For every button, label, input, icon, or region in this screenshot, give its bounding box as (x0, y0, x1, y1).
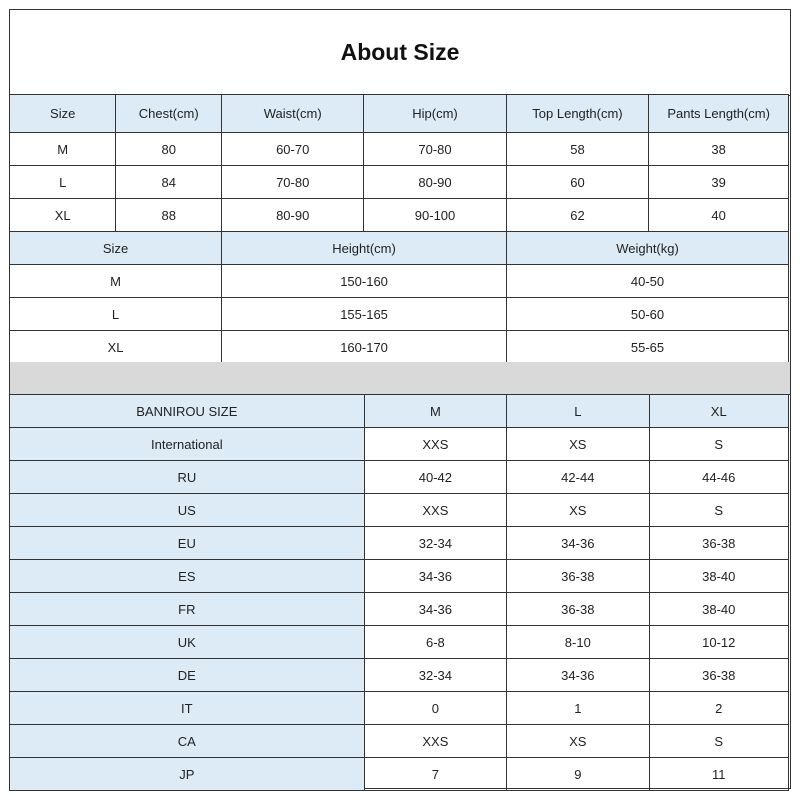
table-row (10, 560, 789, 593)
conversion-cell: 2 (649, 692, 788, 725)
fit-header-row (10, 232, 789, 265)
measurement-cell: 58 (506, 133, 649, 166)
measurement-cell: 70-80 (222, 166, 364, 199)
fit-header-cell: Weight(kg) (507, 232, 789, 265)
conversion-cell: 36-38 (649, 659, 788, 692)
table-row (10, 265, 789, 298)
page-title: About Size (10, 10, 790, 96)
conversion-cell: 38-40 (649, 593, 788, 626)
measurement-header-cell: Hip(cm) (364, 95, 506, 133)
conversion-row-label: EU (10, 527, 365, 560)
table-row (10, 527, 789, 560)
section-divider (10, 362, 790, 395)
conversion-row-label: IT (10, 692, 365, 725)
measurement-cell: 38 (649, 133, 789, 166)
conversion-row-label: RU (10, 461, 365, 494)
conversion-header-cell: XL (649, 395, 788, 428)
fit-cell: 40-50 (507, 265, 789, 298)
measurement-cell: 80-90 (222, 199, 364, 232)
table-row (10, 659, 789, 692)
table-row (10, 133, 789, 166)
measurement-cell: 80 (116, 133, 222, 166)
fit-cell: 160-170 (222, 331, 507, 364)
table-row (10, 199, 789, 232)
conversion-cell: 0 (364, 692, 506, 725)
measurement-row-label: XL (10, 199, 116, 232)
measurement-header-cell: Size (10, 95, 116, 133)
measurement-cell: 62 (506, 199, 649, 232)
conversion-cell: 8-10 (507, 626, 649, 659)
measurement-cell: 39 (649, 166, 789, 199)
fit-cell: 155-165 (222, 298, 507, 331)
conversion-header-row (10, 395, 789, 428)
measurement-header-cell: Top Length(cm) (506, 95, 649, 133)
conversion-row-label: International (10, 428, 365, 461)
conversion-cell: 34-36 (364, 593, 506, 626)
table-row (10, 461, 789, 494)
conversion-row-label: US (10, 494, 365, 527)
fit-row-label: L (10, 298, 222, 331)
measurement-row-label: M (10, 133, 116, 166)
table-row (10, 692, 789, 725)
conversion-cell: 42-44 (507, 461, 649, 494)
conversion-cell: 9 (507, 758, 649, 791)
conversion-cell: 32-34 (364, 659, 506, 692)
conversion-header-cell: L (507, 395, 649, 428)
conversion-header-cell: BANNIROU SIZE (10, 395, 365, 428)
conversion-row-label: FR (10, 593, 365, 626)
conversion-cell: 10-12 (649, 626, 788, 659)
table-row (10, 758, 789, 791)
measurement-row-label: L (10, 166, 116, 199)
conversion-table (9, 394, 789, 791)
conversion-cell: 6-8 (364, 626, 506, 659)
measurement-cell: 60-70 (222, 133, 364, 166)
conversion-cell: 36-38 (507, 560, 649, 593)
table-row (10, 331, 789, 364)
conversion-row-label: UK (10, 626, 365, 659)
conversion-row-label: CA (10, 725, 365, 758)
table-row (10, 428, 789, 461)
fit-header-cell: Size (10, 232, 222, 265)
conversion-header-cell: M (364, 395, 506, 428)
conversion-row-label: JP (10, 758, 365, 791)
fit-cell: 50-60 (507, 298, 789, 331)
measurement-cell: 88 (116, 199, 222, 232)
measurement-header-row (10, 95, 789, 133)
conversion-cell: XXS (364, 725, 506, 758)
measurement-header-cell: Waist(cm) (222, 95, 364, 133)
conversion-cell: S (649, 725, 788, 758)
conversion-row-label: ES (10, 560, 365, 593)
conversion-cell: 40-42 (364, 461, 506, 494)
conversion-cell: 34-36 (507, 659, 649, 692)
conversion-cell: XS (507, 725, 649, 758)
conversion-cell: XS (507, 494, 649, 527)
conversion-cell: 1 (507, 692, 649, 725)
measurement-cell: 60 (506, 166, 649, 199)
fit-row-label: XL (10, 331, 222, 364)
conversion-cell: 34-36 (507, 527, 649, 560)
table-row (10, 626, 789, 659)
conversion-cell: 36-38 (507, 593, 649, 626)
table-row (10, 166, 789, 199)
conversion-cell: 34-36 (364, 560, 506, 593)
measurement-cell: 90-100 (364, 199, 506, 232)
fit-cell: 150-160 (222, 265, 507, 298)
conversion-cell: S (649, 494, 788, 527)
conversion-cell: S (649, 428, 788, 461)
conversion-cell: 11 (649, 758, 788, 791)
measurement-cell: 80-90 (364, 166, 506, 199)
measurement-cell: 40 (649, 199, 789, 232)
conversion-cell: 36-38 (649, 527, 788, 560)
fit-cell: 55-65 (507, 331, 789, 364)
measurement-header-cell: Chest(cm) (116, 95, 222, 133)
conversion-cell: 44-46 (649, 461, 788, 494)
measurement-cell: 84 (116, 166, 222, 199)
conversion-cell: 32-34 (364, 527, 506, 560)
conversion-cell: XXS (364, 494, 506, 527)
conversion-cell: 7 (364, 758, 506, 791)
size-chart (9, 9, 791, 789)
table-row (10, 298, 789, 331)
table-row (10, 494, 789, 527)
fit-table (9, 231, 789, 364)
fit-header-cell: Height(cm) (222, 232, 507, 265)
measurement-table (9, 94, 789, 232)
fit-row-label: M (10, 265, 222, 298)
measurement-cell: 70-80 (364, 133, 506, 166)
conversion-cell: XXS (364, 428, 506, 461)
table-row (10, 725, 789, 758)
conversion-cell: XS (507, 428, 649, 461)
conversion-row-label: DE (10, 659, 365, 692)
measurement-header-cell: Pants Length(cm) (649, 95, 789, 133)
conversion-cell: 38-40 (649, 560, 788, 593)
table-row (10, 593, 789, 626)
